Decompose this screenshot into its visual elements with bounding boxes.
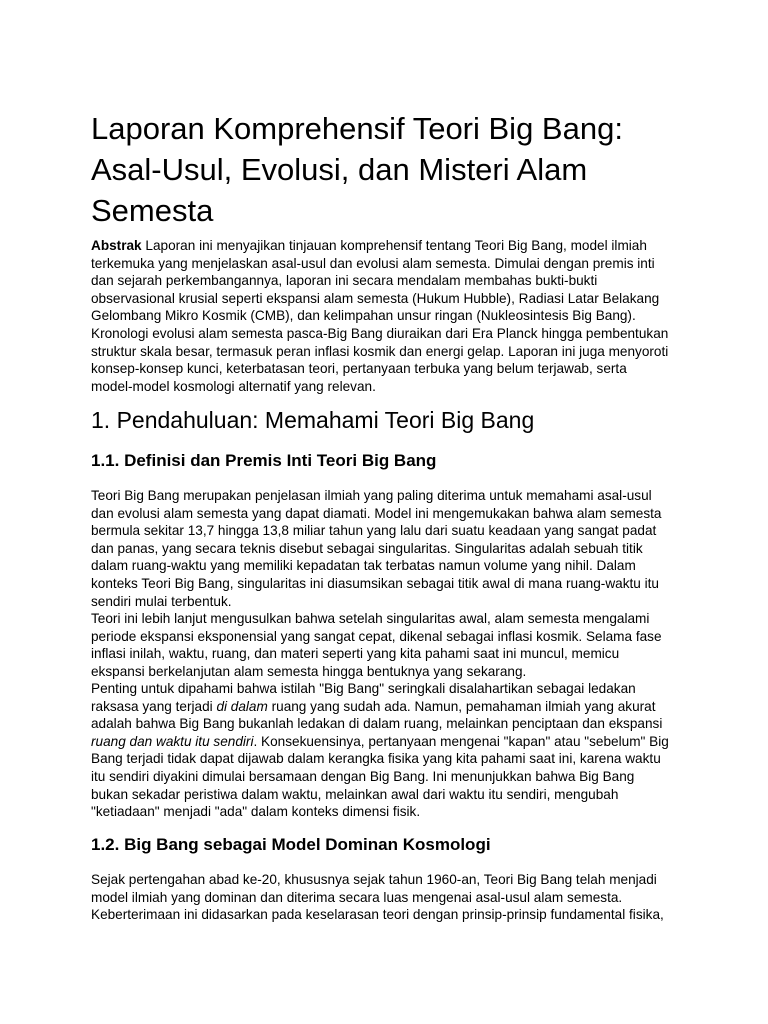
paragraph-definition <box>91 487 691 610</box>
text-line: adalah bahwa Big Bang bukanlah ledakan di dalam ruang, melainkan penciptaan dan ekspansi <box>91 716 663 732</box>
abstract-line: Kronologi evolusi alam semesta pasca-Big Bang diuraikan dari Era Planck hingga pembentukan <box>91 325 669 341</box>
abstract-line: Gelombang Mikro Kosmik (CMB), dan kelimpahan unsur ringan (Nukleosintesis Big Bang). <box>91 308 636 324</box>
subsection-1-1-heading: 1.1. Definisi dan Premis Inti Teori Big Bang <box>91 451 437 470</box>
abstract-line: model-model kosmologi alternatif yang relevan. <box>91 378 376 394</box>
text-line: Sejak pertengahan abad ke-20, khususnya sejak tahun 1960-an, Teori Big Bang telah menjadi <box>91 872 657 887</box>
abstract-line: dan sejarah perkembangannya, laporan ini secara mendalam membahas bukti-bukti <box>91 273 598 289</box>
section-1-heading: 1. Pendahuluan: Memahami Teori Big Bang <box>91 407 535 433</box>
text-line: sendiri mulai terbentuk. <box>91 593 232 609</box>
abstract-line: observasional krusial seperti ekspansi alam semesta (Hukum Hubble), Radiasi Latar Belakang <box>91 290 660 306</box>
abstract-line <box>91 237 691 255</box>
title-line: Laporan Komprehensif Teori Big Bang: <box>91 111 623 146</box>
text-line: raksasa yang terjadi di dalam ruang yang sudah ada. Namun, pemahaman ilmiah yang akurat <box>91 698 656 714</box>
emphasis-text: di dalam <box>216 698 268 714</box>
text-line: "ketiadaan" menjadi "ada" dalam konteks dimensi fisik. <box>91 804 421 820</box>
text-line: ruang dan waktu itu sendiri. Konsekuensinya, pertanyaan mengenai "kapan" atau "sebelum" Big <box>91 733 669 749</box>
text-line: bukan sekadar peristiwa dalam waktu, melainkan awal dari waktu itu sendiri, mengubah <box>91 786 619 802</box>
paragraph-misconception <box>91 680 691 821</box>
abstract-paragraph <box>91 237 691 395</box>
abstract-line: terkemuka yang menjelaskan asal-usul dan evolusi alam semesta. Dimulai dengan premis inti <box>91 255 655 271</box>
text-line: dalam ruang-waktu yang memiliki kepadatan tak terbatas namun volume yang nihil. Dalam <box>91 558 636 574</box>
text-line: itu sendiri diyakini dimulai bersamaan dengan Big Bang. Ini menunjukkan bahwa Big Bang <box>91 768 635 784</box>
text-line: inflasi inilah, waktu, ruang, dan materi seperti yang kita pahami saat ini muncul, memicu <box>91 646 620 662</box>
title-line: Semesta <box>91 193 214 228</box>
subsection-1-2-heading: 1.2. Big Bang sebagai Model Dominan Kosmologi <box>91 835 491 854</box>
text-line: Teori ini lebih lanjut mengusulkan bahwa setelah singularitas awal, alam semesta mengalami <box>91 611 650 626</box>
text-line: ekspansi berkelanjutan alam semesta hingga bentuknya yang sekarang. <box>91 663 527 679</box>
text-line: Bang terjadi tidak dapat dijawab dalam kerangka fisika yang kita pahami saat ini, karena waktu <box>91 751 661 767</box>
abstract-text: Laporan ini menyajikan tinjauan komprehensif tentang Teori Big Bang, model ilmiah <box>141 238 647 253</box>
text-line: model ilmiah yang dominan dan diterima secara luas mengenai asal-usul alam semesta. <box>91 889 623 905</box>
text-line: Penting untuk dipahami bahwa istilah "Big Bang" seringkali disalahartikan sebagai ledakan <box>91 681 636 696</box>
text-line: periode ekspansi eksponensial yang sangat cepat, dikenal sebagai inflasi kosmik. Selama fase <box>91 628 662 644</box>
emphasis-text: ruang dan waktu itu sendiri <box>91 733 254 749</box>
text-line: konteks Teori Big Bang, singularitas ini diasumsikan sebagai titik awal di mana ruang-waktu itu <box>91 575 659 591</box>
abstract-line: struktur skala besar, termasuk peran inflasi kosmik dan energi gelap. Laporan ini juga menyoroti <box>91 343 669 359</box>
text-line: dan evolusi alam semesta yang dapat diamati. Model ini mengemukakan bahwa alam semesta <box>91 505 662 521</box>
abstract-label: Abstrak <box>91 238 142 253</box>
text-line: bermula sekitar 13,7 hingga 13,8 miliar tahun yang lalu dari suatu keadaan yang sangat padat <box>91 523 657 539</box>
document-title <box>91 108 691 231</box>
text-line: dan panas, yang secara teknis disebut sebagai singularitas. Singularitas adalah sebuah titik <box>91 540 643 556</box>
text-line: Teori Big Bang merupakan penjelasan ilmiah yang paling diterima untuk memahami asal-usul <box>91 488 652 503</box>
abstract-line: konsep-konsep kunci, keterbatasan teori, pertanyaan terbuka yang belum terjawab, serta <box>91 361 627 377</box>
paragraph-inflation <box>91 610 691 680</box>
paragraph-dominant-model <box>91 871 691 924</box>
title-line: Asal-Usul, Evolusi, dan Misteri Alam <box>91 152 588 187</box>
text-line: Keberterimaan ini didasarkan pada keselarasan teori dengan prinsip-prinsip fundamental fisika, <box>91 907 664 923</box>
